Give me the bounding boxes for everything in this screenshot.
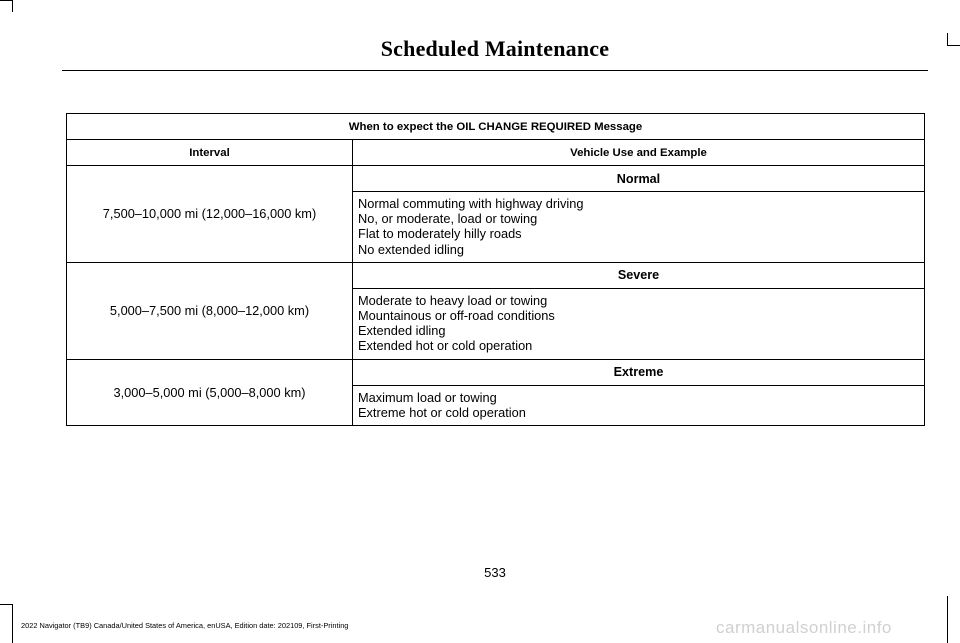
condition-cell: Extreme (353, 359, 925, 385)
table-row (67, 262, 925, 288)
list-item: Moderate to heavy load or towing (358, 292, 548, 308)
condition-cell: Severe (353, 262, 925, 288)
crop-mark (12, 0, 13, 12)
crop-mark (0, 604, 12, 605)
page-title: Scheduled Maintenance (380, 36, 610, 61)
crop-mark (947, 596, 948, 643)
uses-cell (353, 192, 925, 263)
oil-change-table (66, 113, 925, 426)
uses-cell (353, 288, 925, 359)
list-item: Normal commuting with highway driving (358, 196, 584, 211)
list-item: Maximum load or towing (358, 389, 497, 405)
interval-cell: 7,500–10,000 mi (12,000–16,000 km) (67, 166, 353, 263)
list-item: Flat to moderately hilly roads (358, 226, 522, 242)
page-number: 533 (484, 565, 506, 580)
footer-edition-info: 2022 Navigator (TB9) Canada/United States of America, enUSA, Edition date: 202109, First-Printing (21, 621, 349, 630)
list-item: No extended idling (358, 241, 465, 257)
condition-cell: Normal (353, 166, 925, 192)
crop-mark (12, 604, 13, 643)
list-item: Extended hot or cold operation (358, 338, 533, 354)
list-item: Extended idling (358, 323, 446, 339)
column-header-interval: Interval (67, 140, 353, 166)
interval-cell: 5,000–7,500 mi (8,000–12,000 km) (67, 262, 353, 359)
table-caption: When to expect the OIL CHANGE REQUIRED Message (67, 114, 925, 140)
header-rule (62, 70, 928, 71)
list-item: Extreme hot or cold operation (358, 404, 526, 420)
column-header-vehicle-use: Vehicle Use and Example (353, 140, 925, 166)
crop-mark (0, 0, 12, 1)
watermark: carmanualsonline.info (716, 618, 892, 637)
uses-cell (353, 385, 925, 425)
table-row (67, 166, 925, 192)
list-item: No, or moderate, load or towing (358, 211, 538, 227)
table-row (67, 359, 925, 385)
list-item: Mountainous or off-road conditions (358, 308, 555, 324)
interval-cell: 3,000–5,000 mi (5,000–8,000 km) (67, 359, 353, 425)
